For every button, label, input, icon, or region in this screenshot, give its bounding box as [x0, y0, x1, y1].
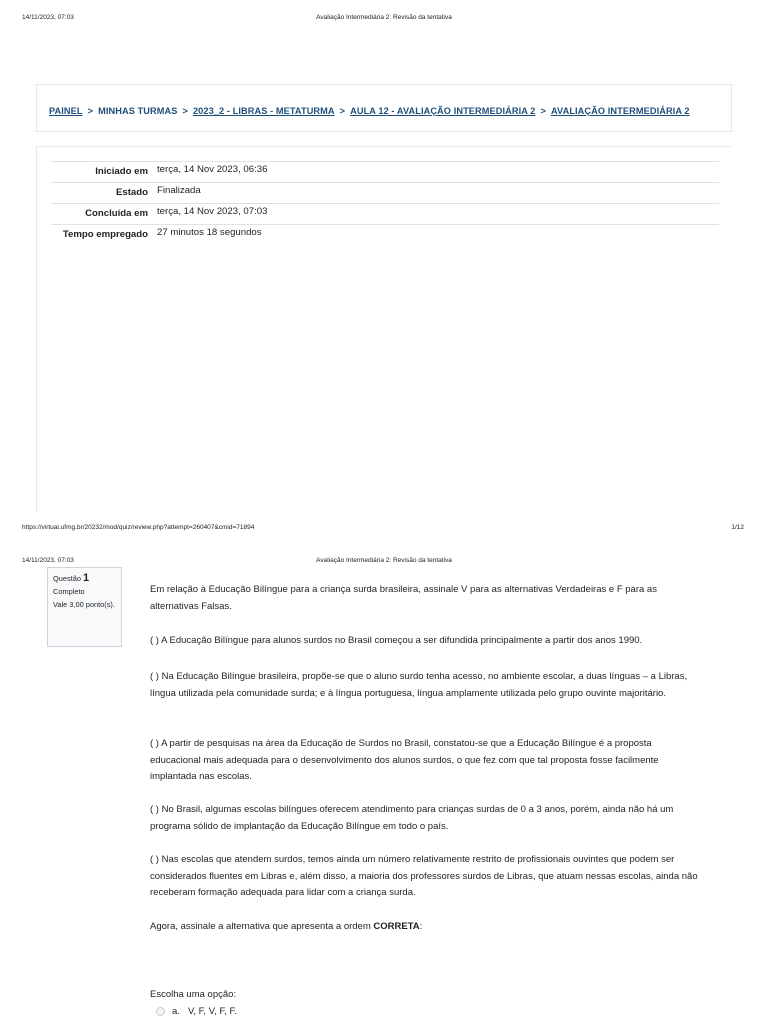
- question-instruction: [150, 919, 705, 936]
- breadcrumb-separator: >: [540, 106, 546, 116]
- option-text: V, F, V, F, F.: [187, 1006, 237, 1017]
- breadcrumb-separator: >: [87, 106, 94, 116]
- breadcrumb-course[interactable]: 2023_2 - LIBRAS - METATURMA: [192, 106, 335, 116]
- question-grade: Vale 3,00 ponto(s).: [53, 600, 115, 609]
- question-info-box: [47, 567, 122, 647]
- question-number-value: 1: [83, 572, 90, 584]
- question-intro: Em relação à Educação Bilíngue para a criança surda brasileira, assinale V para as alternativas Verdadeiras e F para as alternativas Falsas.: [150, 584, 657, 612]
- print-title: Avaliação Intermediária 2: Revisão da tentativa: [316, 557, 452, 564]
- summary-label: Concluída em: [51, 204, 153, 225]
- breadcrumb-container: [36, 84, 732, 132]
- question-instruction-suffix: :: [419, 921, 423, 932]
- answer-option-a[interactable]: [156, 1006, 237, 1017]
- summary-row-started: [51, 162, 719, 183]
- summary-value: terça, 14 Nov 2023, 06:36: [153, 162, 719, 183]
- question-statement: ( ) No Brasil, algumas escolas bilíngues oferecem atendimento para crianças surdas de 0 a 3 anos, porém, ainda não há um programa sólido de implantação da Educação Bilíngue em todo o país.: [150, 804, 674, 832]
- breadcrumb-separator: >: [182, 106, 188, 116]
- question-statement: ( ) A partir de pesquisas na área da Educação de Surdos no Brasil, constatou-se que a Educação Bilíngue é a proposta educacional mais adequada para o desenvolvimento dos alunos surdos, o que fez com que tal proposta fosse facilmente implantada nas escolas.: [150, 738, 659, 782]
- print-url: https://virtual.ufmg.br/20232/mod/quiz/review.php?attempt=260407&cmid=71894: [22, 524, 255, 531]
- summary-value: Finalizada: [153, 183, 719, 204]
- breadcrumb-quiz[interactable]: AVALIAÇÃO INTERMEDIÁRIA 2: [550, 106, 690, 116]
- summary-label: Tempo empregado: [51, 225, 153, 246]
- question-instruction-emphasis: CORRETA: [373, 921, 420, 932]
- print-title: Avaliação Intermediária 2: Revisão da tentativa: [316, 14, 452, 21]
- print-datetime: 14/11/2023, 07:03: [22, 14, 74, 21]
- breadcrumb-separator: >: [339, 106, 346, 116]
- breadcrumb-minhas-turmas[interactable]: MINHAS TURMAS: [98, 106, 178, 116]
- summary-row-time-taken: [51, 225, 719, 246]
- question-statement: ( ) Nas escolas que atendem surdos, temos ainda um número relativamente restrito de profissionais ouvintes que podem ser considerados fluentes em Libras e, além disso, a maioria dos professores surdos de Libras, que atuam nessas escolas, ainda não receberam formação adequada para lidar com a criança surda.: [150, 854, 698, 898]
- summary-label: Iniciado em: [51, 162, 153, 183]
- question-statement: ( ) A Educação Bilíngue para alunos surdos no Brasil começou a ser difundida principalmente a partir dos anos 1990.: [150, 635, 643, 646]
- summary-value: 27 minutos 18 segundos: [153, 225, 719, 246]
- summary-row-state: [51, 183, 719, 204]
- summary-label: Estado: [51, 183, 153, 204]
- print-datetime: 14/11/2023, 07:03: [22, 557, 74, 564]
- question-instruction-text: Agora, assinale a alternativa que apresenta a ordem: [150, 921, 374, 932]
- question-prefix: Questão: [53, 574, 81, 583]
- summary-value: terça, 14 Nov 2023, 07:03: [153, 204, 719, 225]
- option-letter: a.: [172, 1006, 180, 1017]
- breadcrumb: [49, 106, 690, 116]
- question-statement: ( ) Na Educação Bilíngue brasileira, propõe-se que o aluno surdo tenha acesso, no ambiente escolar, a duas línguas – a Libras, língua utilizada pela comunidade surda; e à língua portuguesa, língua amplamente utilizada pelo grupo ouvinte majoritário.: [150, 671, 688, 699]
- breadcrumb-section[interactable]: AULA 12 - AVALIAÇÃO INTERMEDIÁRIA 2: [350, 106, 536, 116]
- radio-button[interactable]: [156, 1007, 165, 1016]
- attempt-summary-container: [36, 146, 732, 511]
- question-state: Completo: [53, 587, 85, 596]
- print-page-number: 1/12: [731, 524, 744, 531]
- question-number: [53, 572, 116, 585]
- attempt-summary-table: [51, 161, 719, 245]
- breadcrumb-painel[interactable]: PAINEL: [49, 106, 83, 116]
- summary-row-completed: [51, 204, 719, 225]
- choose-option-label: Escolha uma opção:: [150, 989, 237, 1000]
